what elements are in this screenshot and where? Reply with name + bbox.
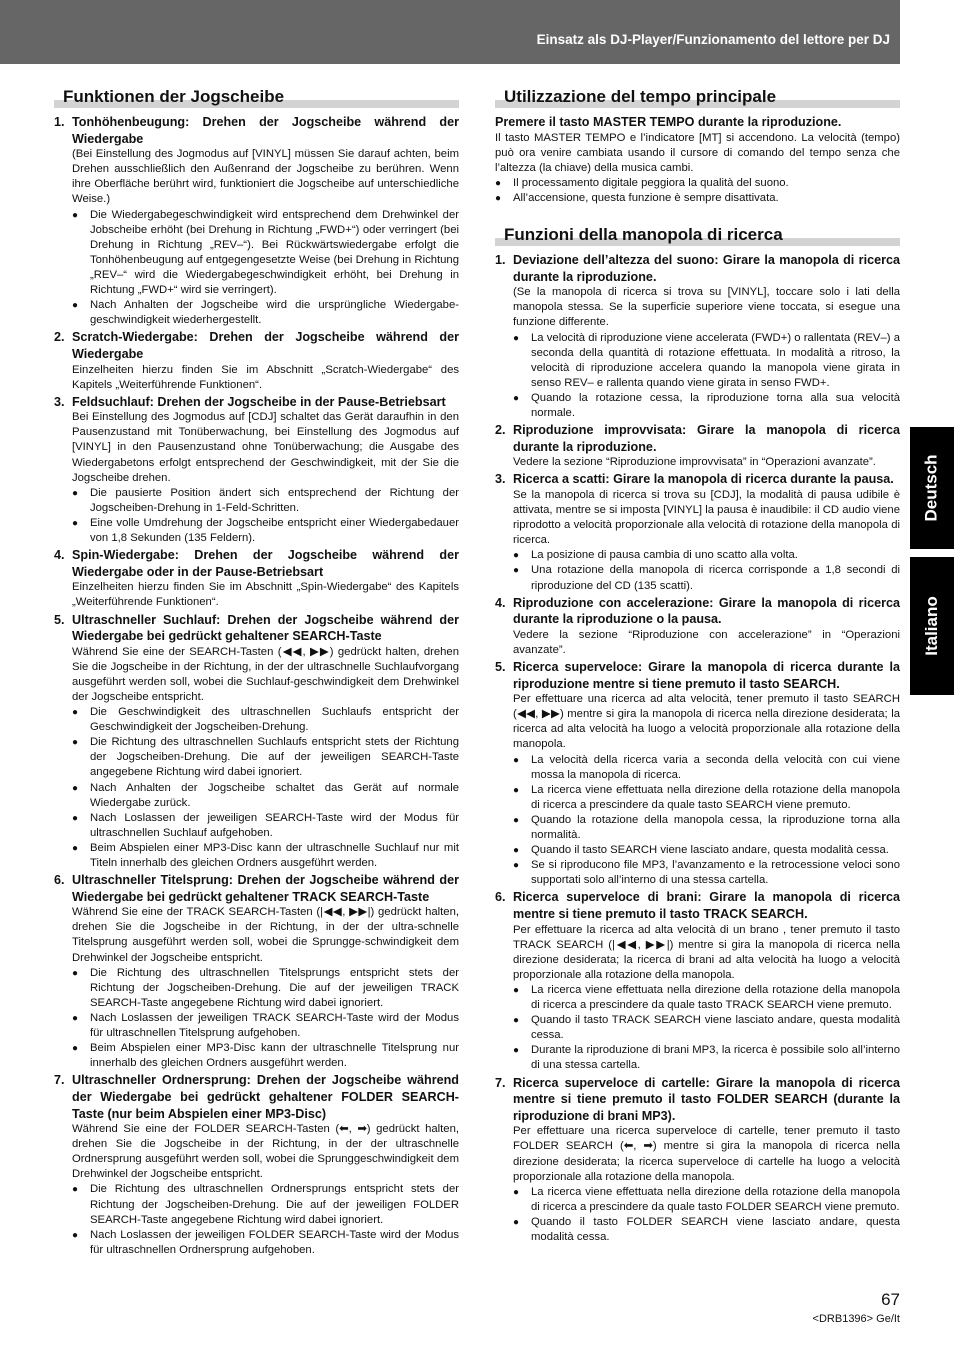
- bullet-icon: ●: [72, 487, 79, 499]
- bullet-item: [513, 391, 900, 421]
- bullet-item: [72, 705, 459, 735]
- item-heading: Deviazione dell’altezza del suono: Girare la manopola di ricerca durante la riproduzione.: [513, 253, 900, 284]
- bullet-text: La ricerca viene effettuata nella direzione della rotazione della manopola di ricerca a prescindere da quale tasto FOLDER SEARCH viene premuto.: [531, 1185, 900, 1213]
- item-number: 1.: [54, 115, 65, 129]
- bullet-icon: ●: [72, 812, 79, 824]
- item-text: Per effettuare una ricerca ad alta velocità, tener premuto il tasto SEARCH (◀◀, ▶▶) mentre si gira la manopola di ricerca nella direzione desiderata; la ricerca ad alta velocità ha luogo a velocità proporzionale alla rotazione della manopola.: [513, 693, 900, 751]
- item-body: [513, 595, 900, 658]
- item-body: [72, 612, 459, 872]
- numbered-item: [54, 394, 459, 546]
- item-body: [513, 1075, 900, 1246]
- bullet-icon: ●: [513, 392, 520, 404]
- bullet-icon: ●: [513, 845, 520, 857]
- bullet-text: Die Richtung des ultraschnellen Ordnersprungs entspricht stets der Richtung der Jogscheiben-Drehung. Die auf der jeweiligen FOLDER SEARCH-Taste angegebene Richtung wird dabei ignoriert.: [90, 1183, 459, 1226]
- bullet-item: [72, 841, 459, 871]
- bullet-icon: ●: [72, 782, 79, 794]
- item-heading: Ultraschneller Ordnersprung: Drehen der Jogscheibe während der Wiedergabe bei gedrückt gehaltener FOLDER SEARCH-Taste (nur beim Abspielen einer MP3-Disc): [72, 1073, 459, 1121]
- item-body: [513, 252, 900, 421]
- bullet-text: Beim Abspielen einer MP3-Disc kann der ultraschnelle Titelsprung nur innerhalb des gleichen Ordners ausgeführt werden.: [90, 1042, 459, 1070]
- item-heading: Ricerca a scatti: Girare la manopola di ricerca durante la pausa.: [513, 472, 894, 487]
- bullet-item: [513, 1043, 900, 1073]
- bullet-item: [513, 1013, 900, 1043]
- bullet-icon: ●: [495, 177, 502, 189]
- bullet-item: [513, 1185, 900, 1215]
- bullet-icon: ●: [72, 300, 79, 312]
- tempo-instruction: Premere il tasto MASTER TEMPO durante la riproduzione.: [495, 115, 842, 129]
- numbered-item: [54, 329, 459, 392]
- item-text: Einzelheiten hierzu finden Sie im Abschnitt „Scratch-Wiedergabe“ des Kapitels „Weiterführende Funktionen“.: [72, 363, 459, 391]
- bullet-text: Una rotazione della manopola di ricerca corrisponde a 1,8 secondi di riproduzione del CD (135 scatti).: [531, 564, 900, 592]
- item-heading: Tonhöhenbeugung: Drehen der Jogscheibe während der Wiedergabe: [72, 115, 459, 146]
- bullet-item: [72, 1011, 459, 1041]
- bullet-item: [72, 208, 459, 299]
- bullet-item: [72, 1182, 459, 1227]
- bullet-item: [513, 548, 900, 563]
- bullet-text: Quando il tasto TRACK SEARCH viene lasciato andare, questa modalità cessa.: [531, 1014, 900, 1042]
- right-items: [495, 252, 900, 1245]
- bullet-text: Die Wiedergabegeschwindigkeit wird entsprechend dem Drehwinkel der Jobscheibe erhöht (bei Drehung in Richtung „FWD+“) oder verringert (bei Drehung in Richtung „REV–“). Bei Rückwärtswiedergabe erfolgt die Tonhöhenbeugung auf entgegengesetzte Weise (bei Drehung in Richtung „REV–“ wird die Wiedergabegeschwindigkeit erhöht, bei Drehung in Richtung „FWD+“ wird sie verringert).: [90, 208, 459, 297]
- bullet-text: All’accensione, questa funzione è sempre disattivata.: [513, 191, 779, 204]
- bullet-text: Die pausierte Position ändert sich entsprechend der Richtung der Jogscheiben-Drehung in 1-Feld-Schritten.: [90, 486, 459, 514]
- bullet-item: [513, 843, 900, 858]
- bullet-text: Die Geschwindigkeit des ultraschnellen Suchlaufs entspricht der Geschwindigkeit der Jogscheiben-Drehung.: [90, 706, 459, 734]
- bullet-icon: ●: [72, 737, 79, 749]
- bullet-icon: ●: [72, 1229, 79, 1241]
- item-body: [72, 872, 459, 1071]
- bullet-item: [513, 983, 900, 1013]
- item-heading: Ultraschneller Suchlauf: Drehen der Jogscheibe während der Wiedergabe bei gedrückt gehaltener SEARCH-Taste: [72, 612, 459, 644]
- bullet-text: Nach Anhalten der Jogscheibe wird die ursprüngliche Wiedergabe-geschwindigkeit wiederhergestellt.: [90, 299, 459, 327]
- bullet-text: Il processamento digitale peggiora la qualità del suono.: [513, 176, 789, 189]
- bullet-item: [72, 298, 459, 328]
- bullet-text: Die Richtung des ultraschnellen Titelsprungs entspricht stets der Richtung der Jogscheiben-Drehung. Die auf der jeweiligen TRACK SEARCH-Taste angegebene Richtung wird dabei ignoriert.: [90, 966, 459, 1009]
- item-body: [72, 547, 459, 610]
- bullet-text: La ricerca viene effettuata nella direzione della rotazione della manopola di ricerca a prescindere da quale tasto SEARCH viene premuto.: [531, 783, 900, 811]
- bullet-item: [72, 1228, 459, 1258]
- tab-deutsch: [910, 427, 954, 549]
- bullet-text: Quando la rotazione della manopola cessa, la riproduzione torna alla normalità.: [531, 813, 900, 842]
- bullet-item: [72, 735, 459, 780]
- item-text: Per effettuare la ricerca ad alta velocità di un brano , tener premuto il tasto TRACK SEARCH (|◀◀, ▶▶|) mentre si gira la manopola di ricerca nella direzione desiderata; la ricerca di brani ad alta velocità ha luogo a velocità proporzionale alla rotazione della manopola.: [513, 923, 900, 981]
- bullet-text: Nach Loslassen der jeweiligen TRACK SEARCH-Taste wird der Modus für ultraschnellen Titelsprung aufgehoben.: [90, 1011, 459, 1040]
- bullet-icon: ●: [513, 550, 520, 562]
- item-number: 2.: [54, 330, 65, 345]
- header-title: Einsatz als DJ-Player/Funzionamento del lettore per DJ: [536, 32, 890, 47]
- numbered-item: [495, 471, 900, 593]
- numbered-item: [495, 1075, 900, 1246]
- item-text: Während Sie eine der TRACK SEARCH-Tasten (|◀◀, ▶▶|) gedrückt halten, drehen Sie die Jogscheibe in der Richtung, in der der ultra-schnelle Titelsprung ausgeführt werden soll, wobei die Sprungge-schwindigkeit dem Drehwinkel der Jogscheibe entspricht.: [72, 906, 459, 964]
- item-number: 7.: [495, 1075, 506, 1090]
- bullet-item: [513, 1215, 900, 1245]
- bullet-icon: ●: [72, 209, 79, 221]
- bullet-icon: ●: [72, 707, 79, 719]
- bullet-item: [513, 813, 900, 843]
- item-number: 6.: [495, 890, 506, 905]
- left-items: [54, 114, 459, 1258]
- item-text: Per effettuare una ricerca superveloce di cartelle, tener premuto il tasto FOLDER SEARCH (⬅, ➡) mentre si gira la manopola di ricerca nella direzione desiderata; la ricerca superveloce di cartelle ha luogo a velocità proporzionale alla rotazione della manopola.: [513, 1125, 900, 1183]
- item-text: Während Sie eine der SEARCH-Tasten (◀◀, ▶▶) gedrückt halten, drehen Sie die Jogscheibe in der Richtung, in der der ultraschnelle Suchlaufvorgang ausgeführt werden soll, wobei die Suchlauf-geschwindigkeit dem Drehwinkel der Jogscheibe entspricht.: [72, 645, 459, 703]
- item-text: Vedere la sezione “Riproduzione con accelerazione” in “Operazioni avanzate”.: [513, 628, 900, 656]
- bullet-icon: ●: [72, 517, 79, 529]
- bullet-item: [72, 516, 459, 546]
- tab-italiano-label: Italiano: [922, 596, 942, 656]
- numbered-item: [54, 114, 459, 328]
- bullet-icon: ●: [513, 784, 520, 796]
- item-number: 6.: [54, 873, 65, 888]
- bullet-text: Nach Loslassen der jeweiligen SEARCH-Taste wird der Modus für ultraschnellen Suchlauf aufgehoben.: [90, 811, 459, 839]
- bullet-text: Nach Anhalten der Jogscheibe schaltet das Gerät auf normale Wiedergabe zurück.: [90, 781, 459, 809]
- item-heading: Ricerca superveloce: Girare la manopola di ricerca durante la riproduzione mentre si tiene premuto il tasto SEARCH.: [513, 660, 900, 691]
- item-heading: Scratch-Wiedergabe: Drehen der Jogscheibe während der Wiedergabe: [72, 330, 459, 361]
- item-text: Se la manopola di ricerca si trova su [CDJ], la modalità di pausa udibile è attivata, mentre se si imposta [VINYL] la pausa è inaudibile: il CD audio viene riprodotto a velocità proporzionale alla velocità di rotazione della manopola di ricerca.: [513, 488, 900, 547]
- bullet-icon: ●: [513, 1216, 520, 1228]
- numbered-item: [54, 547, 459, 610]
- bullet-icon: ●: [513, 754, 520, 766]
- tempo-body: Il tasto MASTER TEMPO e l’indicatore [MT] si accendono. La velocità (tempo) può ora venire cambiata usando il cursore di comando del tempo senza che l’altezza (la chiave) della musica cambi.: [495, 131, 900, 174]
- item-heading: Feldsuchlauf: Drehen der Jogscheibe in der Pause-Betriebsart: [72, 394, 446, 409]
- bullet-text: La velocità della ricerca varia a seconda della velocità con cui viene mossa la manopola di ricerca.: [531, 753, 900, 781]
- bullet-text: Quando il tasto SEARCH viene lasciato andare, questa modalità cessa.: [531, 844, 889, 857]
- bullet-text: Durante la riproduzione di brani MP3, la ricerca è possibile solo all’interno di una stessa cartella.: [531, 1044, 900, 1072]
- bullet-icon: ●: [513, 1186, 520, 1198]
- item-heading: Ultraschneller Titelsprung: Drehen der Jogscheibe während der Wiedergabe bei gedrückt gehaltener TRACK SEARCH-Taste: [72, 873, 459, 904]
- bullet-item: [72, 781, 459, 811]
- bullet-item: [495, 176, 900, 191]
- numbered-item: [54, 612, 459, 872]
- page-number: 67: [881, 1290, 900, 1309]
- item-heading: Riproduzione con accelerazione: Girare la manopola di ricerca durante la riproduzione o la pausa.: [513, 595, 900, 627]
- bullet-icon: ●: [72, 1012, 79, 1024]
- bullet-icon: ●: [72, 1184, 79, 1196]
- item-body: [72, 329, 459, 392]
- item-number: 5.: [54, 612, 65, 627]
- numbered-item: [495, 422, 900, 470]
- numbered-item: [495, 659, 900, 888]
- item-text: Vedere la sezione “Riproduzione improvvisata” in “Operazioni avanzate”.: [513, 456, 876, 469]
- bullet-text: La posizione di pausa cambia di uno scatto alla volta.: [531, 549, 798, 562]
- bullet-item: [513, 783, 900, 813]
- item-text: (Se la manopola di ricerca si trova su [VINYL], toccare solo i lati della manopola stessa. Se la superficie superiore viene toccata, si esegue una funzione differente.: [513, 286, 900, 329]
- bullet-icon: ●: [72, 842, 79, 854]
- item-heading: Ricerca superveloce di brani: Girare la manopola di ricerca mentre si tiene premuto il tasto TRACK SEARCH.: [513, 890, 900, 921]
- tab-italiano: [910, 557, 954, 695]
- item-body: [72, 394, 459, 546]
- bullet-item: [72, 811, 459, 841]
- bullet-item: [513, 753, 900, 783]
- item-heading: Ricerca superveloce di cartelle: Girare la manopola di ricerca mentre si tiene premuto il tasto FOLDER SEARCH (durante la riproduzione di brani MP3).: [513, 1075, 900, 1123]
- left-column: [54, 86, 459, 1258]
- numbered-item: [54, 1072, 459, 1258]
- item-number: 3.: [495, 472, 506, 487]
- bullet-item: [513, 563, 900, 593]
- bullet-icon: ●: [72, 1043, 79, 1055]
- bullet-item: [72, 966, 459, 1011]
- item-number: 2.: [495, 423, 506, 438]
- item-number: 7.: [54, 1073, 65, 1088]
- bullet-text: Beim Abspielen einer MP3-Disc kann der ultraschnelle Suchlauf nur mit Titeln innerhalb des gleichen Ordners ausgeführt werden.: [90, 841, 459, 869]
- item-number: 4.: [495, 595, 506, 610]
- bullet-text: Nach Loslassen der jeweiligen FOLDER SEARCH-Taste wird der Modus für ultraschnellen Ordnersprung aufgehoben.: [90, 1228, 459, 1256]
- bullet-item: [72, 1041, 459, 1071]
- numbered-item: [495, 595, 900, 658]
- bullet-text: La velocità di riproduzione viene accelerata (FWD+) o rallentata (REV–) a seconda della quantità di rotazione effettuata. In modalità a ritroso, la velocità di riproduzione accelera quando la manopola viene girata in senso REV– e rallenta quando viene girata in senso FWD+.: [531, 331, 900, 389]
- bullet-icon: ●: [72, 967, 79, 979]
- item-text: Bei Einstellung des Jogmodus auf [CDJ] schaltet das Gerät daraufhin in den Pausenzustand mit Tonüberwachung, bei Einstellung des Jogmodus auf [VINYL] in den Pausenzustand ohne Tonüberwachung; die Ausgabe des Wiedergabetons erfolgt entsprechend der Geschwindigkeit, mit der Sie die Jogscheibe drehen.: [72, 411, 459, 484]
- item-body: [513, 471, 900, 593]
- bullet-item: [513, 858, 900, 888]
- item-heading: Spin-Wiedergabe: Drehen der Jogscheibe während der Wiedergabe oder in der Pause-Betriebsart: [72, 548, 459, 579]
- bullet-item: [495, 191, 900, 206]
- tempo-bullets: [495, 176, 900, 206]
- item-number: 1.: [495, 253, 506, 268]
- bullet-text: Quando la rotazione cessa, la riproduzione torna alla sua velocità normale.: [531, 391, 900, 419]
- item-number: 4.: [54, 548, 65, 563]
- bullet-icon: ●: [513, 565, 520, 577]
- bullet-text: Quando il tasto FOLDER SEARCH viene lasciato andare, questa modalità cessa.: [531, 1215, 900, 1243]
- document-code: <DRB1396> Ge/It: [812, 1313, 900, 1325]
- bullet-icon: ●: [513, 860, 520, 872]
- bullet-icon: ●: [513, 1045, 520, 1057]
- numbered-item: [54, 872, 459, 1071]
- item-body: [72, 114, 459, 328]
- item-number: 3.: [54, 394, 65, 409]
- item-body: [72, 1072, 459, 1258]
- item-body: [513, 422, 900, 470]
- bullet-icon: ●: [513, 1015, 520, 1027]
- section-title-jogscheibe: Funktionen der Jogscheibe: [54, 86, 459, 108]
- bullet-item: [72, 486, 459, 516]
- numbered-item: [495, 889, 900, 1073]
- bullet-item: [513, 331, 900, 391]
- bullet-text: La ricerca viene effettuata nella direzione della rotazione della manopola di ricerca a prescindere da quale tasto TRACK SEARCH viene premuto.: [531, 983, 900, 1012]
- bullet-text: Eine volle Umdrehung der Jogscheibe entspricht einer Wiedergabedauer von 1,8 Sekunden (135 Feldern).: [90, 516, 459, 545]
- bullet-icon: ●: [513, 814, 520, 826]
- item-text: (Bei Einstellung des Jogmodus auf [VINYL] müssen Sie darauf achten, beim Drehen ausschließlich den Außenrand der Jogscheibe zu berühren. Wenn ihre Oberfläche berührt wird, funktioniert die Jogscheibe auf unterschiedliche Weise.): [72, 148, 459, 206]
- bullet-text: Die Richtung des ultraschnellen Suchlaufs entspricht stets der Richtung der Jogscheiben-Drehung. Die auf der jeweiligen SEARCH-Taste angegebene Richtung wird dabei ignoriert.: [90, 736, 459, 779]
- item-body: [513, 889, 900, 1073]
- bullet-icon: ●: [495, 192, 502, 204]
- item-heading: Riproduzione improvvisata: Girare la manopola di ricerca durante la riproduzione.: [513, 423, 900, 454]
- item-text: Einzelheiten hierzu finden Sie im Abschnitt „Spin-Wiedergabe“ des Kapitels „Weiterführende Funktionen“.: [72, 581, 459, 609]
- header-bar: [0, 0, 900, 64]
- bullet-icon: ●: [513, 984, 520, 996]
- item-number: 5.: [495, 660, 506, 674]
- item-text: Während Sie eine der FOLDER SEARCH-Tasten (⬅, ➡) gedrückt halten, drehen Sie die Jogscheibe in der Richtung, in der der ultraschnelle Ordnersprung ausgeführt werden soll, wobei die Sprunggeschwindigkeit dem Drehwinkel der Jogscheibe entspricht.: [72, 1123, 459, 1181]
- right-column: [495, 86, 900, 1245]
- section-title-search: Funzioni della manopola di ricerca: [495, 224, 900, 246]
- item-body: [513, 659, 900, 888]
- tab-deutsch-label: Deutsch: [922, 454, 942, 522]
- bullet-text: Se si riproducono file MP3, l’avanzamento e la retrocessione veloci sono supportati solo all’interno di una stessa cartella.: [531, 859, 900, 887]
- section-title-tempo: Utilizzazione del tempo principale: [495, 86, 900, 108]
- bullet-icon: ●: [513, 332, 520, 344]
- numbered-item: [495, 252, 900, 421]
